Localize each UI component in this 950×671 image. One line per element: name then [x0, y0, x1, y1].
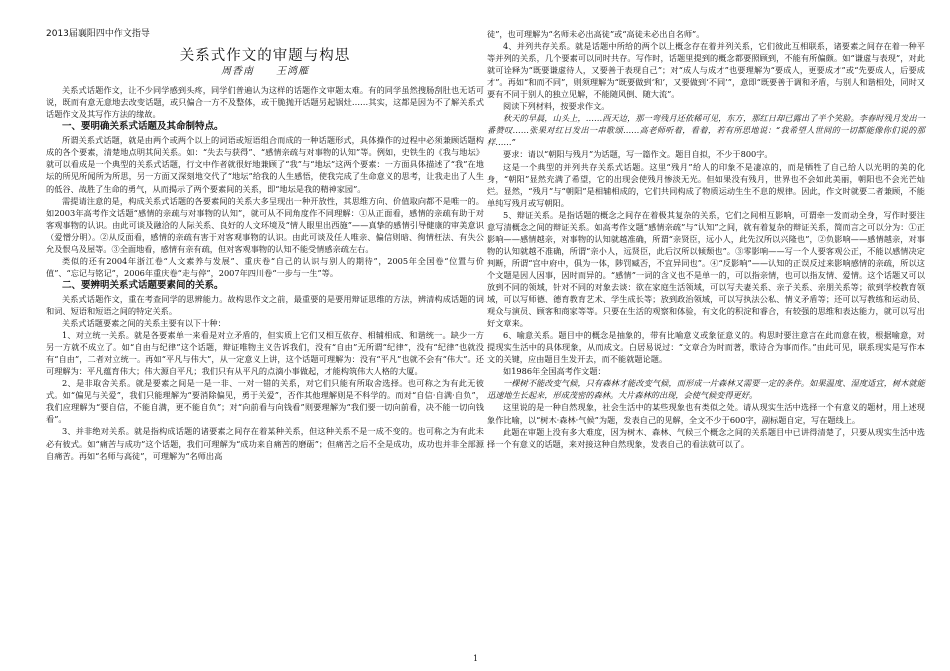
section-heading: 一、要明确关系式话题及其命制特点。: [62, 121, 224, 133]
paragraph: 6、喻意关系。题目中的概念是抽象的，带有比喻意义或象征意义的。构思时要注意言在此而意在彼，根据喻意，对提现实生活中的具体现象，从而成文。白居易说过：“文章合为时而著，歌诗合为事而作。”由此可见，联系现实是写作本文的关键，应由题目生发开去，而不能就题论题。: [487, 330, 925, 365]
paragraph: 3、并非绝对关系。就是指构成话题的诸要素之间存在着某种关系，但这种关系不是一成不变的。也可称之为有此未必有彼式。如“痛苦与成功”这个话题，我们可理解为“成功来自痛苦的磨砺”；但痛苦之后不全是成功，成功也并非全部源自痛苦。再如“名师与高徒”，可理解为“名师出高: [46, 426, 484, 461]
paragraph: 2、是非取舍关系。就是要素之间是一是一非、一对一错的关系，对它们只能有所取舍选择。也可称之为有此无彼式。如“偏见与关爱”，我们只能理解为“要消除偏见，勇于关爱”，否作其他理解则是不科学的。而对“自信·自满·自负”，我们应理解为“要自信，不能自满，更不能自负”；对“向前看与向钱看”则要理解为“我们要一切向前看，决不能一切向钱看”。: [46, 378, 484, 425]
paragraph: 需提请注意的是，构成关系式话题的各要素间的关系大多呈现出一种开放性，其思维方向、价值取向都不是唯一的。如2003年高考作文话题“感情的亲疏与对事物的认知”，就可从不同角度作不同理解：①从正面看，感情的亲疏有助于对客观事物的认识。由此可谈及融洽的人际关系、良好的人文环境及“情人眼里出西施”——真挚的感情引导健康的审美意识（爱憎分明）。②从反面看，感情的亲疏有害于对客观事物的认识。由此可谈及任人唯亲、偏信则暗、徇情枉法、有失公允及恨乌及屋等。③全面地看，感情有亲有疏，但对客观事物的认知不能受情感亲疏左右。: [46, 195, 484, 254]
page-number: 1: [473, 654, 479, 663]
right-column: [487, 28, 925, 450]
paragraph: 关系式话题作文，重在考查同学的思辨能力。故构思作文之前，最重要的是要用辩证思维的方法，辨清构成话题的词和词、短语和短语之间的特定关系。: [46, 293, 484, 316]
paragraph: 所谓关系式话题，就是由两个或两个以上的词语或短语组合而成的一种话题形式，具体操作的过程中必须兼顾话题构成的各个要素，清楚地点明其间关系。如：“失去与获得”、“感情亲疏与对事物的认知”等。例如，史铁生的《我与地坛》就可以看成是一个典型的关系式话题，行文中作者就很好地兼顾了“我”与“地坛”这两个要素：一方面具体描述了“我”在地坛的所见所闻所为所思，另一方面又深刻地交代了“地坛”给我的人生感悟，使我完成了生命意义的思考，让我走出了人生的低谷、战胜了生命的勇气，从而揭示了两个要素间的关系，即“地坛是我的精神家园”。: [46, 135, 484, 194]
paragraph: 4、并列共存关系。就是话题中所给的两个以上概念存在着并列关系，它们彼此互相联系，诸要素之间存在着一种平等并列的关系，几个要素可以同时共存。写作时，话题里提到的概念都要照顾到，不能有所偏颇。如“谦虚与表现”，对此就可诠释为“既要谦虚待人，又要善于表现自己”；对“成人与成才”也要理解为“要成人，更要成才”或“先要成人，后要成才”。再如“和而不同”，则须理解为“既要做到‘和’，又要做到‘不同’”，意即“既要善于调和矛盾，与别人和谐相处，同时又要有不同于别人的独立见解，不能随风倒、随大流”。: [487, 41, 925, 100]
paragraph: 阅读下列材料，按要求作文。: [503, 101, 610, 112]
paragraph: 这里说的是一种自然现象，社会生活中的某些现象也有类似之处。请从现实生活中选择一个有意义的题材，用上述现象作比喻，以“树木·森林·气候”为题，发表自己的见解，全文不少于600字，副标题自定，写在题线上。: [487, 402, 925, 425]
paragraph: 5、辩证关系。是指话题的概念之间存在着极其复杂的关系，它们之间相互影响，可谓牵一发而动全身，写作时要注意写清概念之间的辩证关系。如高考作文题“感情亲疏”与“认知”之间，就有着复杂的辩证关系，简而言之可以分为：①正影响——感情越亲，对事物的认知就越准确，所谓“亲贤臣，远小人，此先汉所以兴隆也”，②负影响——感情越亲，对事物的认知就越不准确，所谓“亲小人，远贤臣，此后汉所以倾颓也”。③零影响——写一个人要客观公正，不能以感情决定判断，所谓“宫中府中，俱为一体，陟罚臧否，不宜异同也”。④“反影响”——认知的正误反过来影响感情的亲疏，所以这个文题是因人因事，因时而异的。“感情”一词的含义也不是单一的，可以指亲情，也可以指友情、爱情。这个话题又可以放到不同的领域，针对不同的对象去谈：欲在家庭生活领域，可以写夫妻关系、亲子关系、亲朋关系等；欲到学校教育领域，可以写师德、德育教育艺术、学生成长等；放到政治领域，可以写执法公私、情义矛盾等；还可以写教练和运动员、观众与演员、顾客和商家等等。只要在生活的观察和体验，有文化的积淀和睿合，有较强的思维和表达能力，就可以写出好文章来。: [487, 209, 925, 329]
paragraph: 这是一个典型的并列共存关系式话题。这里“残月”给人的印象不是凄凉的，而是牺牲了自己给人以光明的美的化身，“朝阳”显然充满了希望，它的出现会使残月惨淡无光。但如果没有残月，世界也不会如此美丽，朝阳也不会光芒灿烂。显然，“残月”与“朝阳”是相辅相成的，它们共同构成了物质运动生生不息的规律。因此，作文时就要二者兼顾，不能单纯写残月或写朝阳。: [487, 161, 925, 208]
paragraph: 徒”，也可理解为“名师未必出高徒”或“高徒未必出自名师”。: [487, 29, 705, 39]
section-heading: 二、要辨明关系式话题要素间的关系。: [62, 279, 224, 291]
paragraph: 1、对立统一关系。就是各要素单一来看是对立矛盾的，但实质上它们又相互依存、相辅相成、和谐统一。缺少一方另一方就不成立了。如“自由与纪律”这个话题，辩证唯物主义告诉我们，没有“自由”无所谓“纪律”，没有“纪律”也就没有“自由”，二者对立统一。再如“平凡与伟大”，从一定意义上讲，这个话题可理解为：没有“平凡”也就不会有“伟大”。还可理解为：平凡蕴育伟大；伟大源自平凡；我们只有从平凡的点滴小事做起，才能构筑伟大人格的大厦。: [46, 330, 484, 377]
left-column: [46, 28, 484, 462]
paragraph: 秋天的早晨，山头上，……西天边，那一弯残月还依稀可见，东方，那红日却已露出了半个笑脸。李春时残月发出一番赞叹……张果对红日发出一串歌颂……高老师听着，看着，若有所思地说：“我希望人世间的一切都能像你们说的那样……”: [487, 113, 925, 148]
paragraph: 关系式话题要素之间的关系主要有以下十种：: [62, 318, 226, 329]
document-header: 2013届襄阳四中作文指导: [46, 29, 150, 39]
paragraph: 关系式话题作文，让不少同学感到头疼，同学们普遍认为这样的话题作文审题太难。有的同学虽然搜肠刮肚也无话可说，既而有意无意地去改变话题，或只偏合一方不及整体，或干脆抛开话题另起锅灶……其实，这都是因为不了解关系式话题作文及其写作方法的缘故。: [46, 85, 484, 120]
paragraph: 类似的还有2004年浙江卷“人文素养与发展”、重庆卷“自己的认识与别人的期待”，2005年全国卷“位置与价值”、“忘记与铭记”，2006年重庆卷“走与停”，2007年四川卷“一步与一生”等。: [46, 255, 484, 278]
article-authors: 周香南 王鸿雁: [221, 66, 309, 78]
right-body: [487, 28, 925, 450]
paragraph: 一棵树不能改变气候，只有森林才能改变气候，而形成一片森林又需要一定的条件。如果温度、湿度适宜，树木就能迅速地生长起来，形成茂密的森林。大片森林的出现，会使气候变得更好。: [487, 378, 925, 401]
article-title: 关系式作文的审题与构思: [179, 48, 351, 65]
paragraph: 如1986年全国高考作文题：: [503, 366, 606, 377]
paragraph: 此题在审题上没有多大难度，因为树木、森林、气候三个概念之间的关系题目中已讲得清楚了，只要从现实生活中选择一个有意义的话题，来对接这种自然现象，发表自己的看法就可以了。: [487, 426, 925, 449]
paragraph: 要求：请以“朝阳与残月”为话题，写一篇作文。题目自拟，不少于800字。: [503, 149, 773, 160]
left-body: [46, 84, 484, 461]
